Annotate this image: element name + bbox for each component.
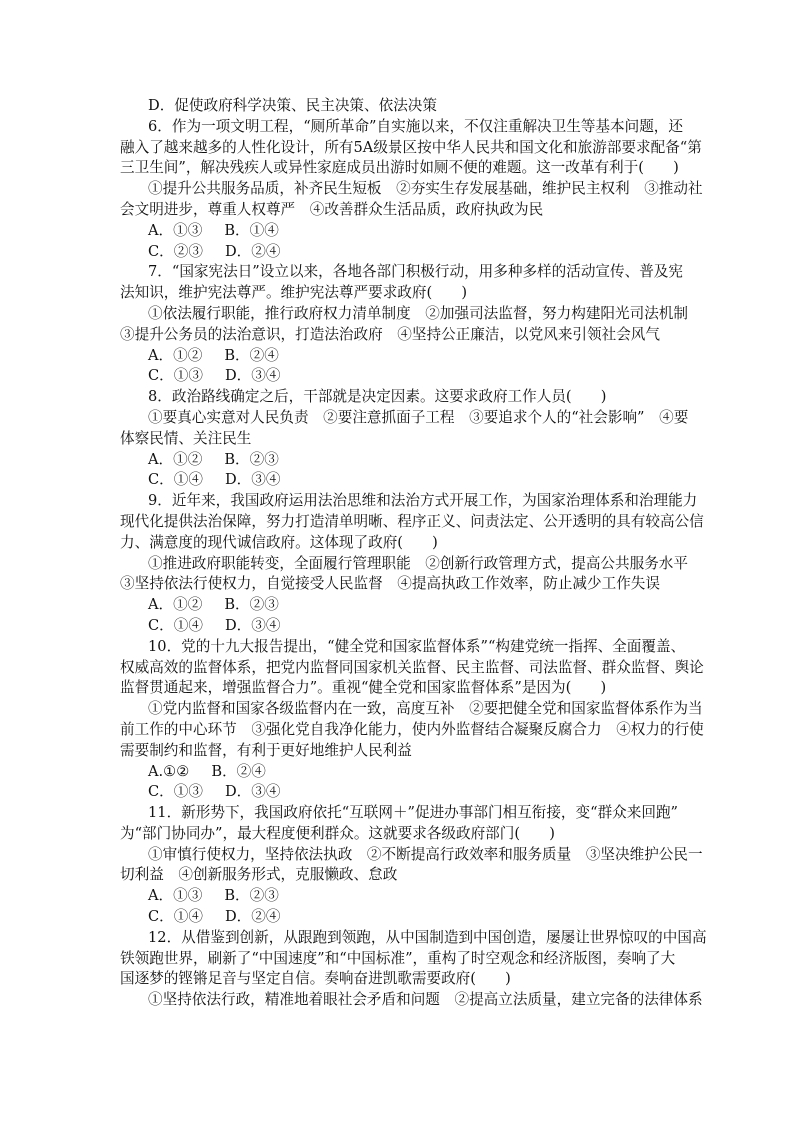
answer-option: B．②③ <box>224 450 279 468</box>
text-line: 现代化提供法治保障，努力打造清单明晰、程序正义、问责法定、公开透明的具有较高公信 <box>120 512 704 530</box>
answer-option: B．②④ <box>224 346 279 364</box>
answer-option: C．②③ <box>148 242 203 260</box>
answer-options-line <box>120 366 680 387</box>
text-line: 切利益 ④创新服务形式，克服懒政、怠政 <box>120 866 398 884</box>
text-line: ③提升公务员的法治意识，打造法治政府 ④坚持公正廉洁，以党风来引领社会风气 <box>120 325 660 343</box>
answer-option: A.①② <box>148 762 190 780</box>
answer-option: D．③④ <box>224 367 281 385</box>
answer-options-line <box>120 616 680 637</box>
text-line: ①推进政府职能转变，全面履行管理职能 ②创新行政管理方式，提高公共服务水平 <box>148 554 688 572</box>
text-line: 体察民情、关注民生 <box>120 429 252 447</box>
text-line: 为“部门协同办”，最大程度便利群众。这就要求各级政府部门( ) <box>120 824 555 842</box>
text-line: ①要真心实意对人民负责 ②要注意抓面子工程 ③要追求个人的“社会影响” ④要 <box>148 408 689 426</box>
answer-option: C．①④ <box>148 616 203 634</box>
answer-options-line <box>120 886 680 907</box>
text-line: 7．“国家宪法日”设立以来，各地各部门积极行动，用多种多样的活动宣传、普及宪 <box>148 263 683 281</box>
text-line: 法知识，维护宪法尊严。维护宪法尊严要求政府( ) <box>120 284 468 302</box>
answer-option: A．①② <box>148 596 203 614</box>
answer-option: B．②④ <box>211 762 266 780</box>
text-line: 10．党的十九大报告提出，“健全党和国家监督体系”“构建党统一指挥、全面覆盖、 <box>148 637 686 655</box>
text-line: 融入了越来越多的人性化设计，所有5A级景区按中华人民共和国文化和旅游部要求配备“第 <box>120 138 702 156</box>
answer-option: C．①④ <box>148 908 203 926</box>
text-line: ③坚持依法行使权力，自觉接受人民监督 ④提高执政工作效率，防止减少工作失误 <box>120 575 660 593</box>
answer-option: D．③④ <box>224 471 281 489</box>
text-line: 12．从借鉴到创新，从跟跑到领跑，从中国制造到中国创造，屡屡让世界惊叹的中国高 <box>148 928 707 946</box>
text-line: 会文明进步，尊重人权尊严 ④改善群众生活品质，政府执政为民 <box>120 200 544 218</box>
text-line: 力、满意度的现代诚信政府。这体现了政府( ) <box>120 533 438 551</box>
answer-options-line <box>120 782 680 803</box>
text-line: 铁领跑世界，刷新了“中国速度”和“中国标准”，重构了时空观念和经济版图，奏响了大 <box>120 949 676 967</box>
text-line: 6．作为一项文明工程，“厕所革命”自实施以来，不仅注重解决卫生等基本问题，还 <box>148 117 683 135</box>
text-line: ①依法履行职能，推行政府权力清单制度 ②加强司法监督，努力构建阳光司法机制 <box>148 304 688 322</box>
text-line: 需要制约和监督，有利于更好地维护人民利益 <box>120 741 412 759</box>
answer-options-line <box>120 907 680 928</box>
answer-option: D．③④ <box>224 783 281 801</box>
answer-option: B．②③ <box>224 887 279 905</box>
text-line: 前工作的中心环节 ③强化党自我净化能力，使内外监督结合凝聚反腐合力 ④权力的行使 <box>120 720 704 738</box>
answer-option: A．①② <box>148 346 203 364</box>
answer-option: C．①③ <box>148 367 203 385</box>
exam-page <box>120 96 707 1011</box>
answer-options-line <box>120 450 680 471</box>
answer-options-line <box>120 762 680 783</box>
answer-option: A．①③ <box>148 887 203 905</box>
answer-option: A．①② <box>148 450 203 468</box>
text-line: 11．新形势下，我国政府依托“互联网＋”促进办事部门相互衔接，变“群众来回跑” <box>148 804 679 822</box>
answer-option: D．③④ <box>224 616 281 634</box>
answer-option: B．①④ <box>224 221 279 239</box>
answer-options-line <box>120 595 680 616</box>
answer-option: C．①④ <box>148 471 203 489</box>
answer-options-line <box>120 470 680 491</box>
answer-option: B．②③ <box>224 596 279 614</box>
answer-option: D．②④ <box>224 242 281 260</box>
answer-option: D．②④ <box>224 908 281 926</box>
text-line: D．促使政府科学决策、民主决策、依法决策 <box>148 97 437 114</box>
text-line: 监督贯通起来，增强监督合力”。重视“健全党和国家监督体系”是因为( ) <box>120 679 607 697</box>
text-line: 国逐梦的铿锵足音与坚定自信。奏响奋进凯歌需要政府( ) <box>120 970 511 988</box>
text-line: ①坚持依法行政，精准地着眼社会矛盾和问题 ②提高立法质量，建立完备的法律体系 <box>148 991 703 1009</box>
answer-options-line <box>120 221 680 242</box>
text-line: 三卫生间”，解决残疾人或异性家庭成员出游时如厕不便的难题。这一改革有利于( ) <box>120 159 679 177</box>
answer-options-line <box>120 346 680 367</box>
answer-option: A．①③ <box>148 221 203 239</box>
answer-options-line <box>120 242 680 263</box>
text-line: ①审慎行使权力，坚持依法执政 ②不断提高行政效率和服务质量 ③坚决维护公民一 <box>148 845 703 863</box>
text-line: 权威高效的监督体系，把党内监督同国家机关监督、民主监督、司法监督、群众监督、舆论 <box>120 658 704 676</box>
text-line: ①提升公共服务品质，补齐民生短板 ②夯实生存发展基础，维护民主权利 ③推动社 <box>148 180 703 198</box>
text-line: ①党内监督和国家各级监督内在一致，高度互补 ②要把健全党和国家监督体系作为当 <box>148 700 703 718</box>
answer-option: C．①③ <box>148 783 203 801</box>
text-line: 8．政治路线确定之后，干部就是决定因素。这要求政府工作人员( ) <box>148 388 607 406</box>
text-line: 9．近年来，我国政府运用法治思维和法治方式开展工作，为国家治理体系和治理能力 <box>148 492 698 510</box>
